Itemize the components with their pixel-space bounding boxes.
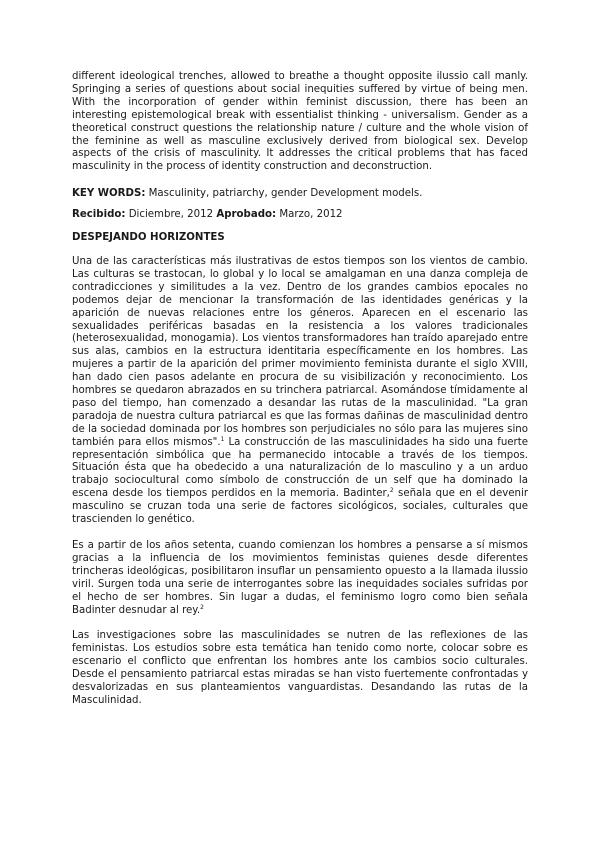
footnote-ref-2[interactable]: 2 <box>389 487 394 495</box>
dates-line <box>72 209 528 222</box>
abstract-paragraph: different ideological trenches, allowed to breathe a thought opposite ilussio call manly. Springing a series of questions about social inequities suffered by virtue of being men. With the incorporation of gender within feminist discussion, there has been an interesting epistemological break with essentialist thinking - universalism. Gender as a theoretical construct questions the relationship nature / culture and the whole vision of the feminine as well as masculine exclusively derived from biological sex. Develop aspects of the crisis of masculinity. It addresses the critical problems that has faced masculinity in the process of identity construction and deconstruction. <box>72 71 528 173</box>
paragraph-1-part-3: señala que en el devenir masculino se cruzan toda una serie de factores sicológicos, sociales, culturales que trascienden lo genético. <box>72 488 529 526</box>
body-paragraph-3: Las investigaciones sobre las masculinidades se nutren de las reflexiones de las feministas. Los estudios sobre esta temática han tenido como norte, colocar sobre es escenario el conflicto que enfrentan los hombres ante los cambios socio culturales. Desde el pensamiento patriarcal estas miradas se han visto fuertemente confrontadas y desvalorizadas en sus planteamientos vanguardistas. Desandando las rutas de la Masculinidad. <box>72 630 528 706</box>
document-page <box>72 71 528 721</box>
section-heading: DESPEJANDO HORIZONTES <box>72 232 225 244</box>
keywords-value: Masculinity, patriarchy, gender Development models. <box>148 188 423 200</box>
footnote-ref-1[interactable]: 1 <box>220 435 225 443</box>
keywords-label: KEY WORDS: <box>72 188 146 200</box>
body-paragraph-2 <box>72 540 528 617</box>
received-label: Recibido: <box>72 209 126 221</box>
paragraph-1-part-1: Una de las características más ilustrativas de estos tiempos son los vientos de cambio. Las culturas se trastocan, lo global y lo local se amalgaman en una danza compleja de contradicciones y similitudes a la vez. Dentro de los grandes cambios epocales no podemos dejar de mencionar la transformación de las identidades genéricas y la aparición de nuevas relaciones entre los géneros. Aparecen en el escenario las sexualidades periféricas basadas en la resistencia a los valores tradicionales (heterosexualidad, monogamia). Los vientos transformadores han traído aparejado entre sus alas, cambios en la estructura identitaria específicamente en los hombres. Las mujeres a partir de la aparición del primer movimiento feminista durante el siglo XVIII, han dado cien pasos adelante en procura de su visibilización y reconocimiento. Los hombres se quedaron abrazados en su trinchera patriarcal. Asomándose tímidamente al paso del tiempo, han comenzado a desandar las rutas de la masculinidad. "La gran paradoja de nuestra cultura patriarcal es que las formas dañinas de masculinidad dentro de la sociedad dominada por los hombres son perjudiciales no sólo para las mujeres sino también para ellos mismos". <box>72 255 528 448</box>
paragraph-1-part-2: La construcción de las masculinidades ha sido una fuerte representación simbólica que ha permanecido intocable a través de los tiempos. Situación ésta que ha obedecido a una naturalización de lo masculino y a un arduo trabajo sociocultural como símbolo de construcción de un self que ha dominado la escena desde los tiempos perdidos en la memoria. Badinter, <box>72 436 528 500</box>
paragraph-2-text: Es a partir de los años setenta, cuando comienzan los hombres a pensarse a sí mismos gracias a la influencia de los movimientos feministas quienes desde diferentes trincheras ideológicas, posibilitaron insuflar un pensamiento opuesto a la llamada ilussio viril. Surgen toda una serie de interrogantes sobre las inequidades sociales sufridas por el hecho de ser hombres. Sin lugar a dudas, el feminismo logro como bien señala Badinter desnudar al rey. <box>72 540 528 616</box>
keywords-line <box>72 188 528 201</box>
approved-label: Aprobado: <box>216 209 277 221</box>
received-value: Diciembre, 2012 <box>128 209 214 221</box>
body-paragraph-1 <box>72 256 528 527</box>
footnote-ref-3[interactable]: 2 <box>200 603 204 611</box>
approved-value: Marzo, 2012 <box>279 209 343 221</box>
